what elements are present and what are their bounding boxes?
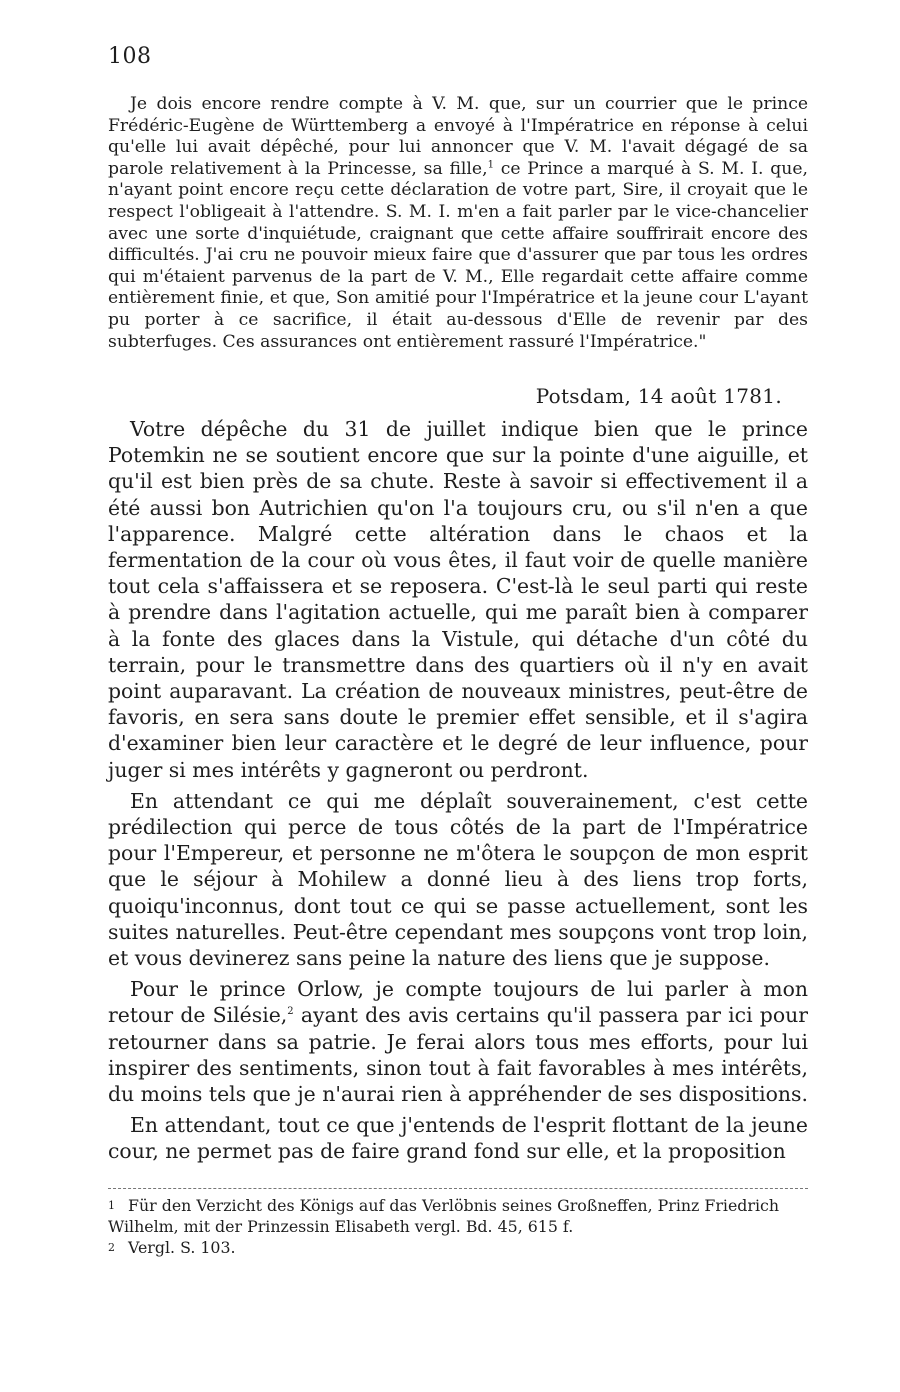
- letter-paragraph: En attendant, tout ce que j'entends de l'esprit flottant de la jeune cour, ne permet pas de faire grand fond sur elle, et la proposition: [108, 1113, 808, 1164]
- footnote-text: Für den Verzicht des Königs auf das Verlöbnis seines Großneffen, Prinz Friedrich Wilhelm, mit der Prinzessin Elisabeth vergl. Bd. 45, 615 f.: [108, 1196, 780, 1236]
- letter-paragraph: Votre dépêche du 31 de juillet indique bien que le prince Potemkin ne se soutient encore que sur la pointe d'une aiguille, et qu'il est bien près de sa chute. Reste à savoir si effectivement il a été aussi bon Autrichien qu'on l'a toujours cru, ou s'il n'en a que l'apparence. Malgré cette altération dans le chaos et la fermentation de la cour où vous êtes, il faut voir de quelle manière tout cela s'affaissera et se reposera. C'est-là le seul parti qui reste à prendre dans l'agitation actuelle, qui me paraît bien à comparer à la fonte des glaces dans la Vistule, qui détache d'un côté du terrain, pour le transmettre dans des quartiers où il n'y en avait point auparavant. La création de nouveaux ministres, peut-être de favoris, en sera sans doute le premier effet sensible, et il s'agira d'examiner bien leur caractère et le degré de leur influence, pour juger si mes intérêts y gagneront ou perdront.: [108, 417, 808, 782]
- letter-text: Pour le prince Orlow, je compte toujours de lui parler à mon retour de Silésie,: [108, 977, 808, 1028]
- letter-body: [108, 416, 808, 1170]
- footnote-number: 2: [108, 1241, 115, 1254]
- footnotes: [108, 1195, 808, 1258]
- letter-paragraph: En attendant ce qui me déplaît souverainement, c'est cette prédilection qui perce de tous côtés de la part de l'Impératrice pour l'Empereur, et personne ne m'ôtera le soupçon de mon esprit que le séjour à Mohilew a donné lieu à des liens trop forts, quoiqu'inconnus, dont tout ce qui se passe actuellement, sont les suites naturelles. Peut-être cependant mes soupçons vont trop loin, et vous devinerez sans peine la nature des liens que je suppose.: [108, 788, 808, 971]
- quote-paragraph: [108, 94, 808, 353]
- footnote-number: 1: [108, 1199, 115, 1212]
- footnote-reference: 1: [487, 159, 494, 171]
- footnote-text: Vergl. S. 103.: [128, 1238, 236, 1257]
- letter-paragraph: [108, 976, 808, 1107]
- letter-text: ayant des avis certains qu'il passera par ici pour retourner dans sa patrie. Je ferai alors tous mes efforts, pour lui inspirer des sentiments, sinon tout à fait favorables à mes intérêts, du moins tels que je n'aurai rien à appréhender de ses dispositions.: [108, 1003, 808, 1107]
- quote-text-part1: Je dois encore rendre compte à V. M. que, sur un courrier que le prince Frédéric-Eugène de Württemberg a envoyé à l'Impératrice en réponse à celui qu'elle lui avait dépêché, pour lui annoncer que V. M. l'avait dégagé de sa parole relativement à la Princesse, sa fille,: [108, 94, 808, 179]
- quote-text-part2: ce Prince a marqué à S. M. I. que, n'ayant point encore reçu cette déclaration de votre part, Sire, il croyait que le respect l'obligeait à l'attendre. S. M. I. m'en a fait parler par le vice-chancelier avec une sorte d'inquiétude, craignant que cette affaire souffrirait encore des difficultés. J'ai cru ne pouvoir mieux faire que d'assurer que par tous les ordres qui m'étaient parvenus de la part de V. M., Elle regardait cette affaire comme entièrement finie, et que, Son amitié pour l'Impératrice et la jeune cour L'ayant pu porter à ce sacrifice, il était au-dessous d'Elle de revenir par des subterfuges. Ces assurances ont entièrement rassuré l'Impératrice.": [108, 158, 808, 352]
- footnote-reference: 2: [287, 1006, 294, 1018]
- letter-dateline: Potsdam, 14 août 1781.: [535, 384, 782, 408]
- page-number: 108: [108, 44, 152, 69]
- footnote-separator: [108, 1188, 808, 1189]
- footnote: [108, 1195, 808, 1237]
- quoted-report: [108, 94, 808, 353]
- footnote: [108, 1237, 808, 1258]
